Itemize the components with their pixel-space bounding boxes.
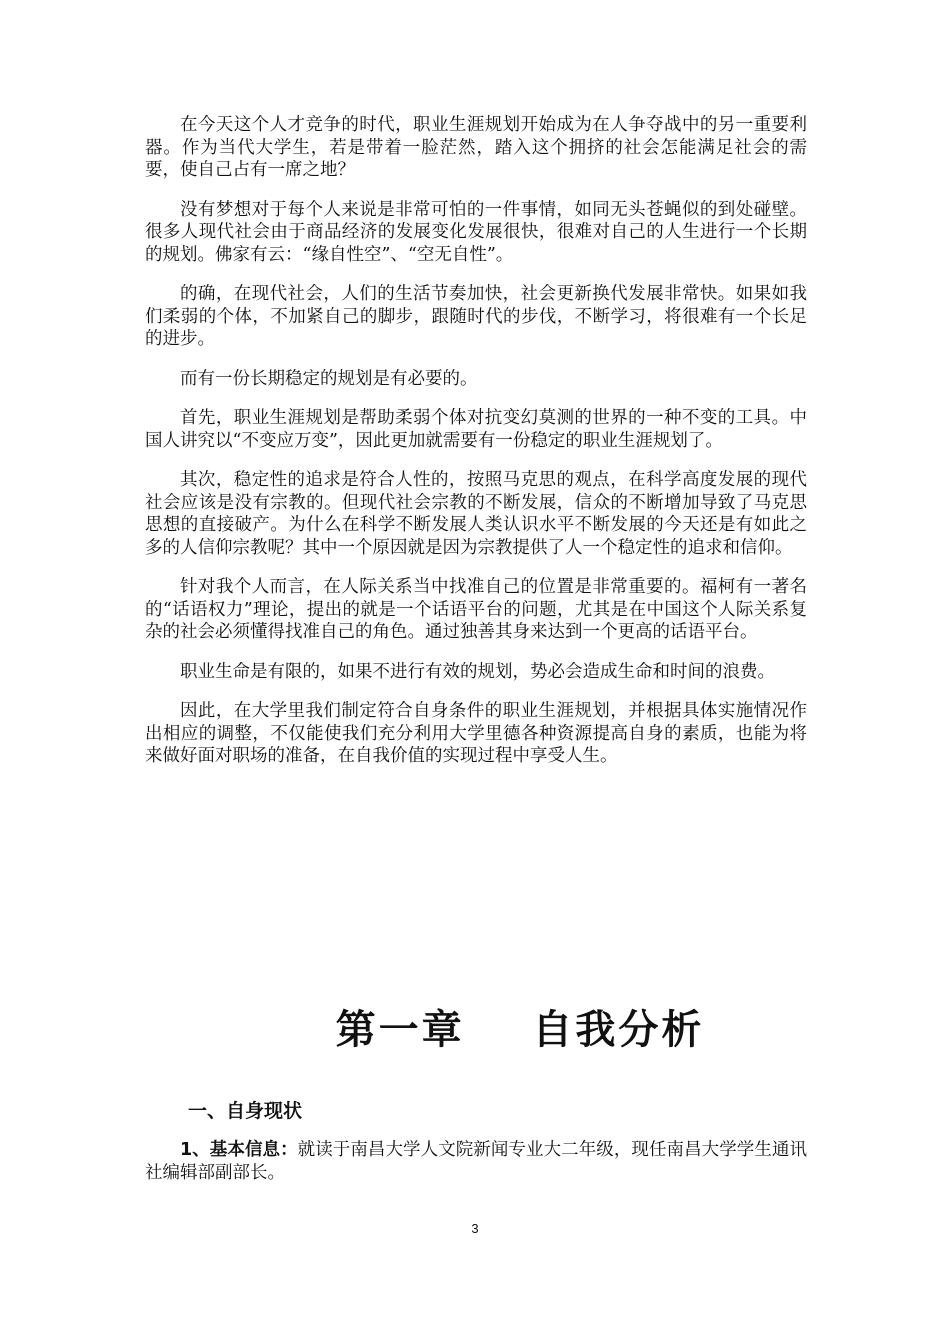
paragraph-second: 其次，稳定性的追求是符合人性的，按照马克思的观点，在科学高度发展的现代社会应该是没有宗教的。但现代社会宗教的不断发展，信众的不断增加导致了马克思思想的直接破产。为什么在科学不断发展人类认识水平不断发展的今天还是有如此之多的人信仰宗教呢？其中一个原因就是因为宗教提供了人一个稳定性的追求和信仰。 <box>145 470 807 558</box>
paragraph-modern-society: 的确，在现代社会，人们的生活节奏加快，社会更新换代发展非常快。如果如我们柔弱的个体，不加紧自己的脚步，跟随时代的步伐，不断学习，将很难有一个长足的进步。 <box>145 284 807 349</box>
section-title: 一、自身现状 <box>188 1100 303 1122</box>
paragraph-intro: 在今天这个人才竞争的时代，职业生涯规划开始成为在人争夺战中的另一重要利器。作为当代大学生，若是带着一脸茫然，踏入这个拥挤的社会怎能满足社会的需要，使自己占有一席之地？ <box>145 115 807 180</box>
page-number: 3 <box>471 1221 479 1236</box>
body-text <box>145 114 807 785</box>
chapter-title: 第一章 自我分析 <box>335 1007 705 1053</box>
paragraph-conclusion: 因此，在大学里我们制定符合自身条件的职业生涯规划，并根据具体实施情况作出相应的调整，不仅能使我们充分利用大学里德各种资源提高自身的素质，也能为将来做好面对职场的准备，在自我价值的实现过程中享受人生。 <box>145 701 807 766</box>
basic-info-text: 就读于南昌大学人文院新闻专业大二年级，现任南昌大学学生通讯社编辑部副部长。 <box>145 1140 807 1183</box>
paragraph-dream: 没有梦想对于每个人来说是非常可怕的一件事情，如同无头苍蝇似的到处碰壁。很多人现代社会由于商品经济的发展变化发展很快，很难对自己的人生进行一个长期的规划。佛家有云：“缘自性空”、“空无自性”。 <box>145 199 807 265</box>
basic-info <box>145 1139 807 1184</box>
paragraph-stable-plan: 而有一份长期稳定的规划是有必要的。 <box>180 368 478 389</box>
paragraph-first: 首先，职业生涯规划是帮助柔弱个体对抗变幻莫测的世界的一种不变的工具。中国人讲究以“不变应万变”，因此更加就需要有一份稳定的职业生涯规划了。 <box>145 408 807 451</box>
paragraph-personal: 针对我个人而言，在人际关系当中找准自己的位置是非常重要的。福柯有一著名的“话语权力”理论，提出的就是一个话语平台的问题，尤其是在中国这个人际关系复杂的社会必须懂得找准自己的角色。通过独善其身来达到一个更高的话语平台。 <box>145 577 807 642</box>
paragraph-career-life: 职业生命是有限的，如果不进行有效的规划，势必会造成生命和时间的浪费。 <box>180 661 775 682</box>
basic-info-label: 1、基本信息： <box>180 1140 298 1160</box>
